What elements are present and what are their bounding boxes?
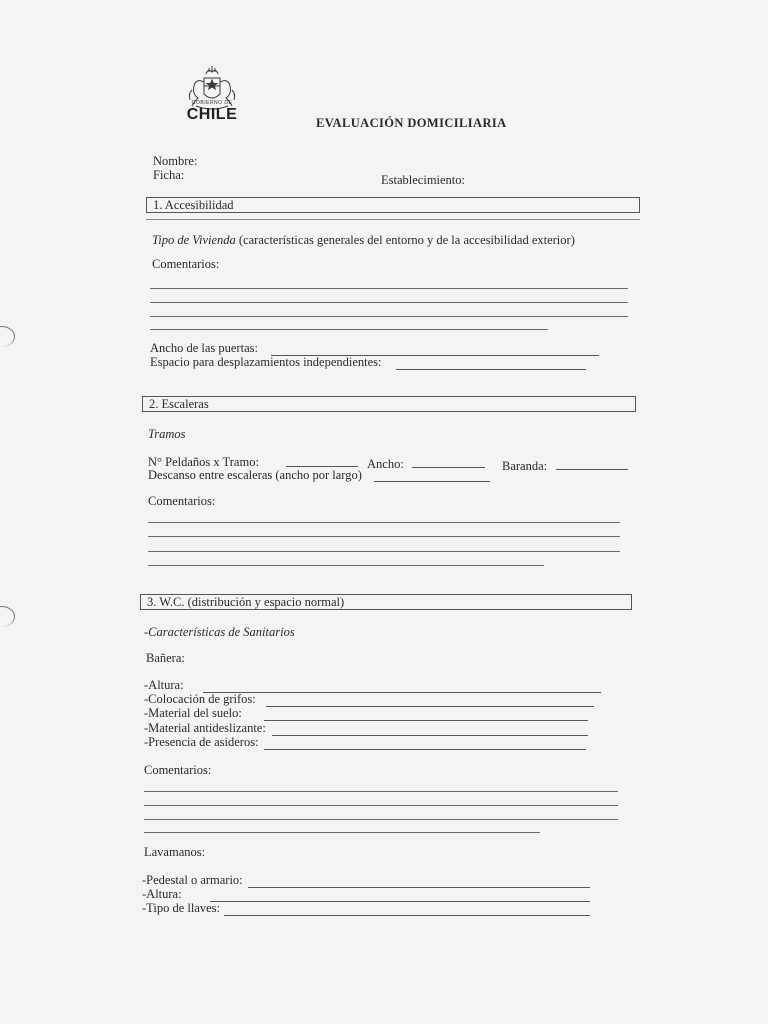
- comment-line: [144, 832, 540, 833]
- comment-line: [150, 288, 628, 289]
- comment-line: [150, 329, 548, 330]
- comentarios-label: Comentarios:: [152, 257, 220, 271]
- espacio-label: Espacio para desplazamientos independientes:: [150, 355, 382, 369]
- ancho-field[interactable]: [412, 467, 485, 468]
- logo-wordmark: CHILE: [186, 106, 238, 123]
- descanso-label: Descanso entre escaleras (ancho por largo): [148, 468, 362, 482]
- comment-line: [144, 791, 618, 792]
- section-title: 2. Escaleras: [149, 397, 209, 411]
- comentarios-label: Comentarios:: [144, 763, 212, 777]
- ancho-label: Ancho:: [367, 457, 404, 471]
- tipo-vivienda-description: (características generales del entorno y de la accesibilidad exterior): [235, 233, 575, 247]
- tipo-vivienda-text: [152, 233, 575, 247]
- grifos-field[interactable]: [266, 706, 594, 707]
- punch-hole-top: [0, 326, 15, 347]
- altura-label: -Altura:: [144, 678, 184, 692]
- comment-line: [148, 551, 620, 552]
- section-header-escaleras: [142, 396, 636, 412]
- logo-subtitle: GOBIERNO DE: [191, 100, 233, 106]
- tipo-vivienda-label: Tipo de Vivienda: [152, 233, 236, 247]
- comment-line: [148, 565, 544, 566]
- comment-line: [144, 805, 618, 806]
- comment-line: [148, 522, 620, 523]
- altura-field[interactable]: [203, 692, 601, 693]
- comment-line: [148, 536, 620, 537]
- antideslizante-field[interactable]: [272, 735, 588, 736]
- comment-line: [150, 302, 628, 303]
- punch-hole-bottom: [0, 606, 15, 627]
- peldanos-field[interactable]: [286, 466, 358, 467]
- baranda-label: Baranda:: [502, 459, 548, 473]
- asideros-field[interactable]: [264, 749, 586, 750]
- page-title: EVALUACIÓN DOMICILIARIA: [316, 116, 507, 130]
- section-title: 1. Accesibilidad: [153, 198, 234, 212]
- section-header-wc: [140, 594, 632, 610]
- section-divider: [146, 219, 640, 220]
- descanso-field[interactable]: [374, 481, 490, 482]
- asideros-label: -Presencia de asideros:: [144, 735, 259, 749]
- section-header-accesibilidad: [146, 197, 640, 213]
- comment-line: [144, 819, 618, 820]
- lavamanos-label: Lavamanos:: [144, 845, 206, 859]
- caracteristicas-sanitarios-label: -Características de Sanitarios: [144, 625, 295, 639]
- tramos-label: Tramos: [148, 427, 186, 441]
- suelo-label: -Material del suelo:: [144, 706, 242, 720]
- establecimiento-label: Establecimiento:: [381, 173, 466, 187]
- altura2-label: -Altura:: [142, 887, 182, 901]
- espacio-field[interactable]: [396, 369, 586, 370]
- comment-line: [150, 316, 628, 317]
- nombre-label: Nombre:: [153, 154, 198, 168]
- antideslizante-label: -Material antideslizante:: [144, 721, 266, 735]
- baranda-field[interactable]: [556, 469, 628, 470]
- ancho-puertas-label: Ancho de las puertas:: [150, 341, 258, 355]
- altura2-field[interactable]: [210, 901, 590, 902]
- comentarios-label: Comentarios:: [148, 494, 216, 508]
- banera-label: Bañera:: [146, 651, 185, 665]
- ficha-label: Ficha:: [153, 168, 185, 182]
- peldanos-label: N° Peldaños x Tramo:: [148, 455, 259, 469]
- llaves-field[interactable]: [224, 915, 590, 916]
- suelo-field[interactable]: [264, 720, 588, 721]
- grifos-label: -Colocación de grifos:: [144, 692, 256, 706]
- section-title: 3. W.C. (distribución y espacio normal): [147, 595, 345, 609]
- pedestal-field[interactable]: [248, 887, 590, 888]
- llaves-label: -Tipo de llaves:: [142, 901, 221, 915]
- pedestal-label: -Pedestal o armario:: [142, 873, 243, 887]
